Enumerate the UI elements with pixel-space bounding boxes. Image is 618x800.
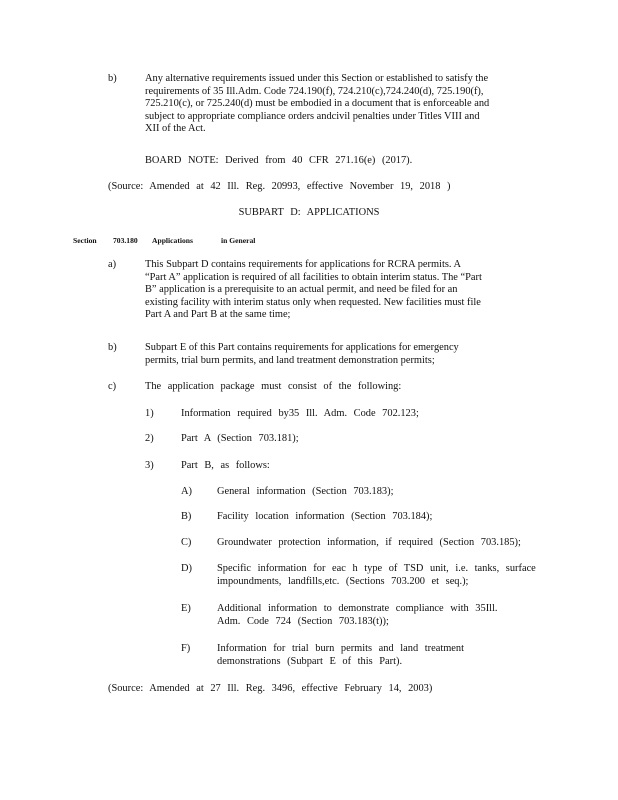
subitem-label: D) [181, 563, 192, 574]
text-line: Additional information to demonstrate compliance with 35Ill. [217, 603, 498, 614]
section-number: 703.180 [113, 236, 138, 245]
item-label: 1) [145, 408, 154, 419]
subpart-heading: SUBPART D: APPLICATIONS [238, 207, 380, 218]
subitem-label: F) [181, 643, 191, 654]
section-title-2: in General [221, 236, 256, 245]
text-line: B” application is a prerequisite to an actual permit, and need be filed for an [145, 284, 458, 296]
text-line: This Subpart D contains requirements for applications for RCRA permits. A [145, 259, 462, 270]
text-line: requirements of 35 Ill.Adm. Code 724.190(f), 724.210(c),724.240(d), 725.190(f), [145, 85, 484, 97]
text-line: existing facility with interim status only when requested. New facilities must file [145, 296, 481, 308]
text-line: subject to appropriate compliance orders andcivil penalties under Titles VIII and [145, 110, 480, 122]
text-line: Any alternative requirements issued under this Section or established to satisfy the [145, 73, 489, 84]
text-line: 725.210(c), or 725.240(d) must be embodied in a document that is enforceable and [145, 98, 490, 110]
subitem-text [217, 603, 498, 628]
paragraph-label: c) [108, 381, 117, 392]
subitem-text [217, 643, 464, 668]
source-note: (Source: Amended at 27 Ill. Reg. 3496, effective February 14, 2003) [108, 683, 433, 694]
text-line: Specific information for eac h type of TSD unit, i.e. tanks, surface [217, 563, 536, 574]
item-label: 3) [145, 460, 154, 471]
subitem-text [217, 486, 393, 499]
item-text: Information required by35 Ill. Adm. Code 702.123; [181, 408, 419, 419]
section-title-1: Applications [152, 236, 193, 245]
board-note: BOARD NOTE: Derived from 40 CFR 271.16(e) (2017). [145, 155, 413, 166]
text-line: “Part A” application is required of all facilities to obtain interim status. The “Part [145, 271, 482, 283]
item-text: Part A (Section 703.181); [181, 433, 299, 444]
paragraph-text [145, 73, 539, 136]
section-word: Section [73, 236, 97, 245]
source-note: (Source: Amended at 42 Ill. Reg. 20993, effective November 19, 2018 ) [108, 181, 451, 192]
subitem-text [217, 537, 521, 550]
paragraph-text: The application package must consist of the following: [145, 381, 402, 392]
item-label: 2) [145, 433, 154, 444]
text-line: Facility location information (Section 703.184); [217, 511, 433, 522]
paragraph-label: b) [108, 342, 117, 353]
subitem-text [217, 511, 432, 524]
text-line: impoundments, landfills,etc. (Sections 703.200 et seq.); [217, 575, 469, 587]
subitem-label: B) [181, 511, 192, 522]
paragraph-label: a) [108, 259, 117, 270]
paragraph-text [145, 342, 539, 367]
text-line: Adm. Code 724 (Section 703.183(t)); [217, 615, 389, 627]
subitem-label: A) [181, 486, 192, 497]
text-line: Subpart E of this Part contains requirements for applications for emergency [145, 342, 459, 353]
text-line: demonstrations (Subpart E of this Part). [217, 655, 403, 667]
subitem-label: C) [181, 537, 192, 548]
subitem-label: E) [181, 603, 191, 614]
text-line: Groundwater protection information, if required (Section 703.185); [217, 537, 521, 548]
item-text: Part B, as follows: [181, 460, 270, 471]
text-line: Information for trial burn permits and land treatment [217, 643, 464, 654]
subitem-text [217, 563, 536, 588]
text-line: General information (Section 703.183); [217, 486, 394, 497]
text-line: Part A and Part B at the same time; [145, 309, 291, 321]
text-line: permits, trial burn permits, and land treatment demonstration permits; [145, 354, 435, 366]
paragraph-label: b) [108, 73, 117, 84]
paragraph-text [145, 259, 539, 322]
text-line: XII of the Act. [145, 123, 206, 135]
